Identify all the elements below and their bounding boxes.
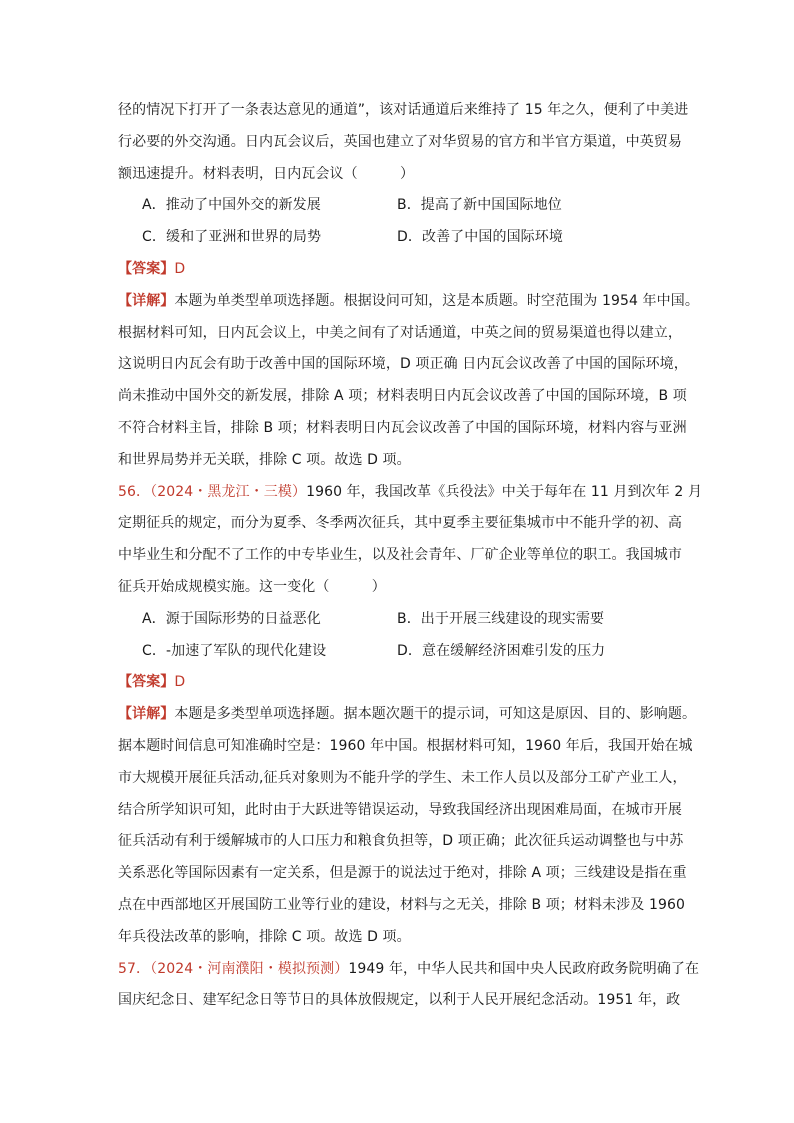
- option-b: B．提高了新中国国际地位: [397, 197, 562, 214]
- option-a: A．源于国际形势的日益恶化: [142, 610, 321, 627]
- question-source: （2024・河南濮阳・模拟预测）: [150, 960, 349, 977]
- analysis-label: 【详解】: [118, 706, 175, 723]
- answer-value: D: [174, 674, 186, 691]
- analysis-line: 征兵活动有利于缓解城市的人口压力和粮食负担等，D 项正确；此次征兵运动调整也与中苏: [118, 833, 684, 850]
- question-header: [118, 954, 700, 986]
- option-b: B．出于开展三线建设的现实需要: [397, 610, 605, 627]
- option-d: D．改善了中国的国际环境: [397, 229, 563, 246]
- question-source: （2024・黑龙江・三模）: [150, 483, 307, 500]
- analysis-line: [118, 699, 697, 731]
- answer-label: 【答案】: [118, 260, 175, 277]
- analysis-line: 这说明日内瓦会有助于改善中国的国际环境，D 项正确 日内瓦会议改善了中国的国际环境，: [118, 356, 688, 373]
- options-row: [118, 636, 680, 668]
- question-stem-line: 行必要的外交沟通。日内瓦会议后，英国也建立了对华贸易的官方和半官方渠道，中英贸易: [118, 133, 682, 150]
- question-stem-line: 中毕业生和分配不了工作的中专毕业生，以及社会青年、厂矿企业等单位的职工。我国城市: [118, 547, 682, 564]
- question-stem-first: 1960 年，我国改革《兵役法》中关于每年在 11 月到次年 2 月: [306, 483, 703, 500]
- question-stem-first: 1949 年，中华人民共和国中央人民政府政务院明确了在: [348, 960, 700, 977]
- analysis-text: 本题是多类型单项选择题。据本题次题干的提示词，可知这是原因、目的、影响题。: [174, 706, 697, 723]
- question-stem-line: 径的情况下打开了一条表达意见的通道”，该对话通道后来维持了 15 年之久，便利了中美进: [118, 102, 689, 118]
- question-stem-line: 国庆纪念日、建军纪念日等节日的具体放假规定，以利于人民开展纪念活动。1951 年，政: [118, 992, 681, 1009]
- analysis-line: 关系恶化等国际因素有一定关系，但是源于的说法过于绝对，排除 A 项；三线建设是指在重: [118, 865, 687, 882]
- analysis-label: 【详解】: [118, 292, 175, 309]
- question-57: [118, 954, 700, 1018]
- analysis-line: 市大规模开展征兵活动,征兵对象则为不能升学的学生、未工作人员以及部分工矿产业工人，: [118, 769, 687, 786]
- option-c: C．缓和了亚洲和世界的局势: [142, 229, 322, 246]
- answer-label: 【答案】: [118, 674, 175, 691]
- options-row: [118, 222, 680, 254]
- question-55: [118, 95, 699, 477]
- question-stem-line: 定期征兵的规定，而分为夏季、冬季两次征兵，其中夏季主要征集城市中不能升学的初、高: [118, 515, 682, 532]
- option-a: A．推动了中国外交的新发展: [142, 197, 321, 214]
- answer-value: D: [174, 260, 186, 277]
- analysis-text: 本题为单类型单项选择题。根据设问可知，这是本质题。时空范围为 1954 年中国。: [174, 292, 699, 309]
- document-page: [118, 95, 703, 1017]
- analysis-line: [118, 286, 699, 318]
- analysis-line: 根据材料可知，日内瓦会议上，中美之间有了对话通道，中英之间的贸易渠道也得以建立，: [118, 324, 682, 341]
- question-header: [118, 477, 703, 509]
- question-stem-line: 额迅速提升。材料表明，日内瓦会议（ ）: [118, 165, 415, 182]
- analysis-line: 尚未推动中国外交的新发展，排除 A 项；材料表明日内瓦会议改善了中国的国际环境，B 项: [118, 388, 687, 405]
- option-c: C．-加速了军队的现代化建设: [142, 642, 327, 659]
- analysis-line: 和世界局势并无关联，排除 C 项。故选 D 项。: [118, 451, 411, 468]
- analysis-line: 点在中西部地区开展国防工业等行业的建设，材料与之无关，排除 B 项；材料未涉及 1960: [118, 896, 685, 913]
- analysis-line: 不符合材料主旨，排除 B 项；材料表明日内瓦会议改善了中国的国际环境，材料内容与亚洲: [118, 419, 687, 436]
- question-number: 57．: [118, 960, 151, 977]
- question-number: 56．: [118, 483, 151, 500]
- question-stem-line: 征兵开始成规模实施。这一变化（ ）: [118, 578, 386, 595]
- options-row: [118, 190, 680, 222]
- options-row: [118, 604, 680, 636]
- analysis-line: 年兵役法改革的影响，排除 C 项。故选 D 项。: [118, 928, 411, 945]
- answer-line: [118, 254, 680, 286]
- analysis-line: 据本题时间信息可知准确时空是：1960 年中国。根据材料可知，1960 年后，我国开始在城: [118, 737, 693, 754]
- analysis-line: 结合所学知识可知，此时由于大跃进等错误运动，导致我国经济出现困难局面，在城市开展: [118, 801, 682, 818]
- answer-line: [118, 667, 680, 699]
- question-56: [118, 477, 703, 954]
- option-d: D．意在缓解经济困难引发的压力: [397, 642, 606, 659]
